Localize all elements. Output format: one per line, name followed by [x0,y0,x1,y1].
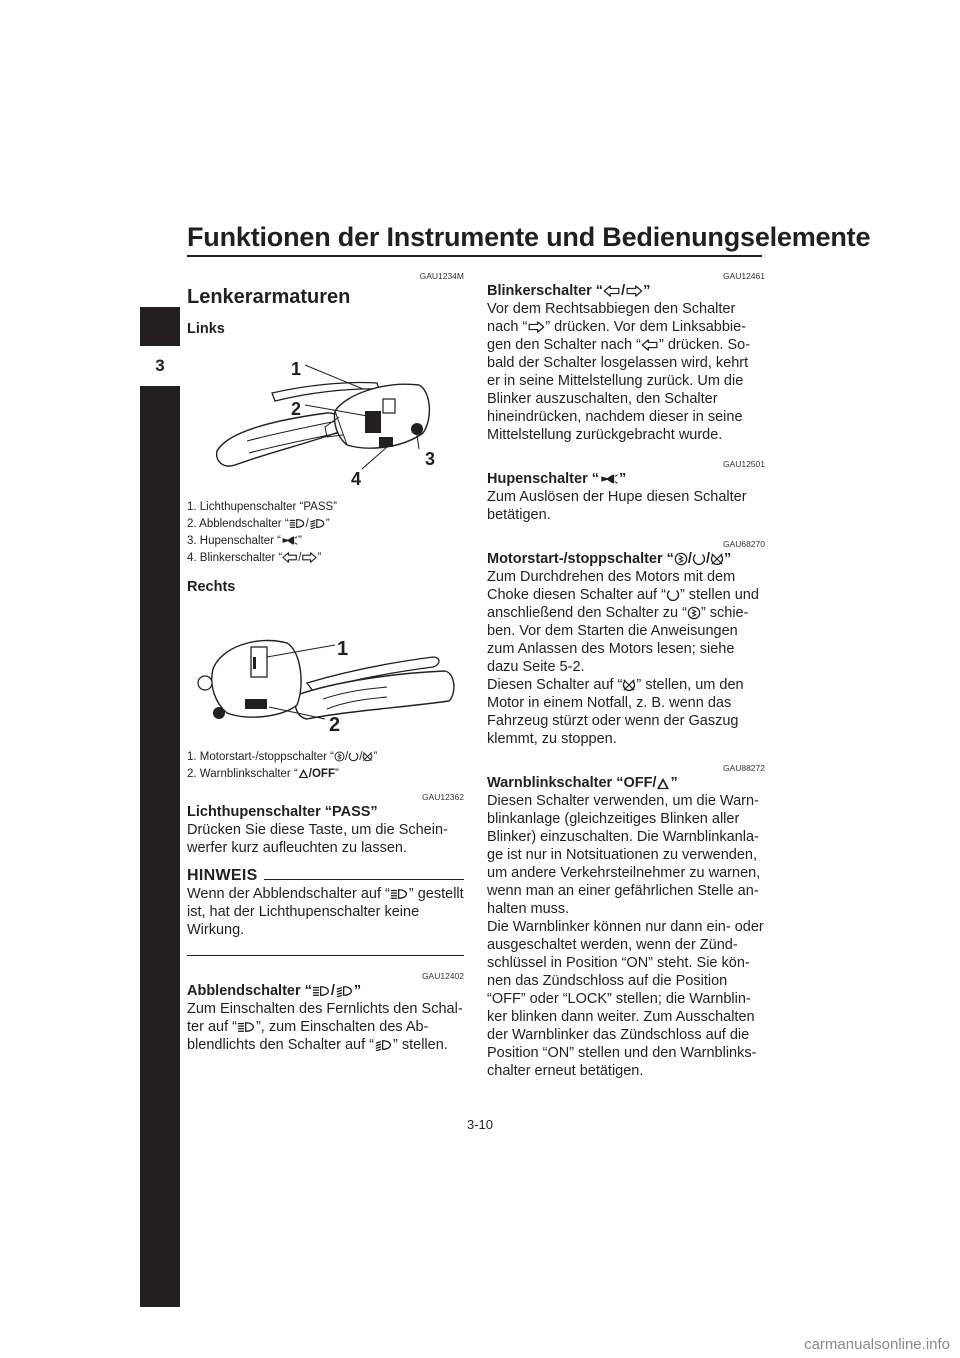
left-handlebar-illustration [187,341,464,499]
note-header [187,867,464,885]
caption-start-stop: 1. Motorstart-/stoppschalter “ / / ” [187,751,378,763]
chapter-tab [140,307,180,1307]
turn-left-icon [641,339,659,351]
caption-horn: 3. Hupenschalter “ ” [187,535,302,547]
section-title: Lenkerarmaturen [187,286,351,308]
low-beam-icon [374,1039,393,1051]
caption-hazard: 2. Warnblinkschalter “ /OFF” [187,768,339,780]
right-handlebar-illustration [187,599,464,749]
doc-code: GAU1234M [419,271,464,281]
figure-right-handlebar [187,599,464,749]
caption-turn: 4. Blinkerschalter “ / ” [187,552,322,564]
chapter-number: 3 [140,346,180,386]
note-body: Wenn der Abblendschalter auf “ ” gestellt ist, hat der Lichthupenschalter keine Wirkung. [187,886,464,938]
off-label: OFF [251,699,261,705]
hazard-icon [656,777,670,790]
left-column [187,270,464,1054]
stop-icon [710,552,724,566]
caption-pass: 1. Lichthupenschalter “PASS” [187,501,338,513]
turn-body: Vor dem Rechtsabbiegen den Schalter nach “ ” drücken. Vor dem Linksabbiegen den Schalter nach “ ” drücken. Sobald der Schalter losgelassen wird, kehrt er in seine Mittelstellung zurück. Um die Blinker auszuschalten, den Schalter hineindrücken, nachdem dieser in seine Mittelstellung zurückgebracht wurde. [487,301,751,443]
subheading-links: Links [187,321,225,337]
hazard-body-2: Die Warnblinker können nur dann ein- oder ausgeschaltet werden, wenn der Zündschlüssel in Position “ON” steht. Sie können das Zündschloss auf die Position “OFF” oder “LOCK” stellen; die Warnblinker blinken dann weiter. Zum Ausschalten der Warnblinker das Zündschloss auf die Position “ON” stellen und den Warnblinkschalter erneut betätigen. [487,919,764,1079]
pass-body: Drücken Sie diese Taste, um die Scheinwerfer kurz aufleuchten zu lassen. [187,822,448,856]
stop-icon [622,678,636,692]
start-icon [674,552,688,566]
horn-heading: Hupenschalter “ ” [487,471,627,487]
hazard-body-1: Diesen Schalter verwenden, um die Warnblinkanlage (gleichzeitiges Blinken aller Blinker) einzuschalten. Die Warnblinkanlage ist nur in Notsituationen zu verwenden, um andere Verkehrsteilnehmer zu warnen, wenn man an einer gefährlichen Stelle anhalten muss. [487,793,761,917]
note-rule [264,879,464,880]
doc-code: GAU88272 [722,763,765,773]
high-beam-icon [312,985,331,997]
hazard-icon [298,768,309,779]
horn-body: Zum Auslösen der Hupe diesen Schalter betätigen. [487,489,747,523]
caption-dimmer: 2. Abblendschalter “ / ” [187,518,330,530]
turn-right-icon [301,552,317,563]
figure-left-handlebar [187,341,464,499]
stop-icon [362,751,373,762]
low-beam-icon [309,518,326,529]
turn-heading: Blinkerschalter “ / ” [487,283,651,299]
high-beam-icon [237,1021,256,1033]
horn-icon [599,473,619,485]
hazard-heading: Warnblinkschalter “OFF/ ” [487,775,678,791]
turn-left-icon [282,552,298,563]
start-stop-body-2: Diesen Schalter auf “ ” stellen, um den Motor in einem Notfall, z. B. wenn das Fahrzeug stürzt oder wenn der Gaszug klemmt, zu stoppen. [487,677,744,747]
run-icon [692,552,706,566]
subheading-rechts: Rechts [187,579,236,595]
start-stop-heading: Motorstart-/stoppschalter “ / / ” [487,551,732,567]
page-number: 3-10 [466,1117,494,1132]
figure-left-captions [187,499,464,567]
run-icon [348,751,359,762]
callout-3: 3 [425,449,436,469]
horn-icon [281,535,298,546]
dimmer-body: Zum Einschalten des Fernlichts den Schalter auf “ ”, zum Einschalten des Abblendlichts den Schalter auf “ ” stellen. [187,1001,463,1053]
high-beam-icon [390,888,409,900]
run-icon [666,588,680,602]
doc-code: GAU68270 [722,539,765,549]
dimmer-heading: Abblendschalter “ / ” [187,983,362,999]
turn-right-icon [527,321,545,333]
start-stop-body: Zum Durchdrehen des Motors mit dem Choke diesen Schalter auf “ ” stellen und anschließend den Schalter zu “ ” schieben. Vor dem Starten die Anweisungen zum Anlassen des Motors lesen; siehe dazu Seite 5-2. [487,569,759,675]
low-beam-icon [335,985,354,997]
callout-right-1: 1 [337,638,349,660]
watermark: carmanualsonline.info [804,1336,950,1353]
pass-heading: Lichthupenschalter “PASS” [187,804,378,820]
callout-2: 2 [291,399,302,419]
doc-code: GAU12501 [722,459,765,469]
title-rule [187,255,762,257]
doc-code: GAU12402 [421,971,464,981]
callout-1: 1 [291,359,302,379]
doc-code: GAU12362 [421,792,464,802]
callout-4: 4 [351,469,362,489]
callout-right-2: 2 [329,714,341,736]
turn-right-icon [625,285,643,297]
page-title: Funktionen der Instrumente und Bedienungselemente [187,222,871,252]
figure-right-captions [187,749,464,783]
turn-left-icon [603,285,621,297]
start-icon [334,751,345,762]
note-label: HINWEIS [187,867,258,884]
start-icon [687,606,701,620]
right-column [487,270,765,1080]
high-beam-icon [289,518,306,529]
doc-code: GAU12461 [722,271,765,281]
